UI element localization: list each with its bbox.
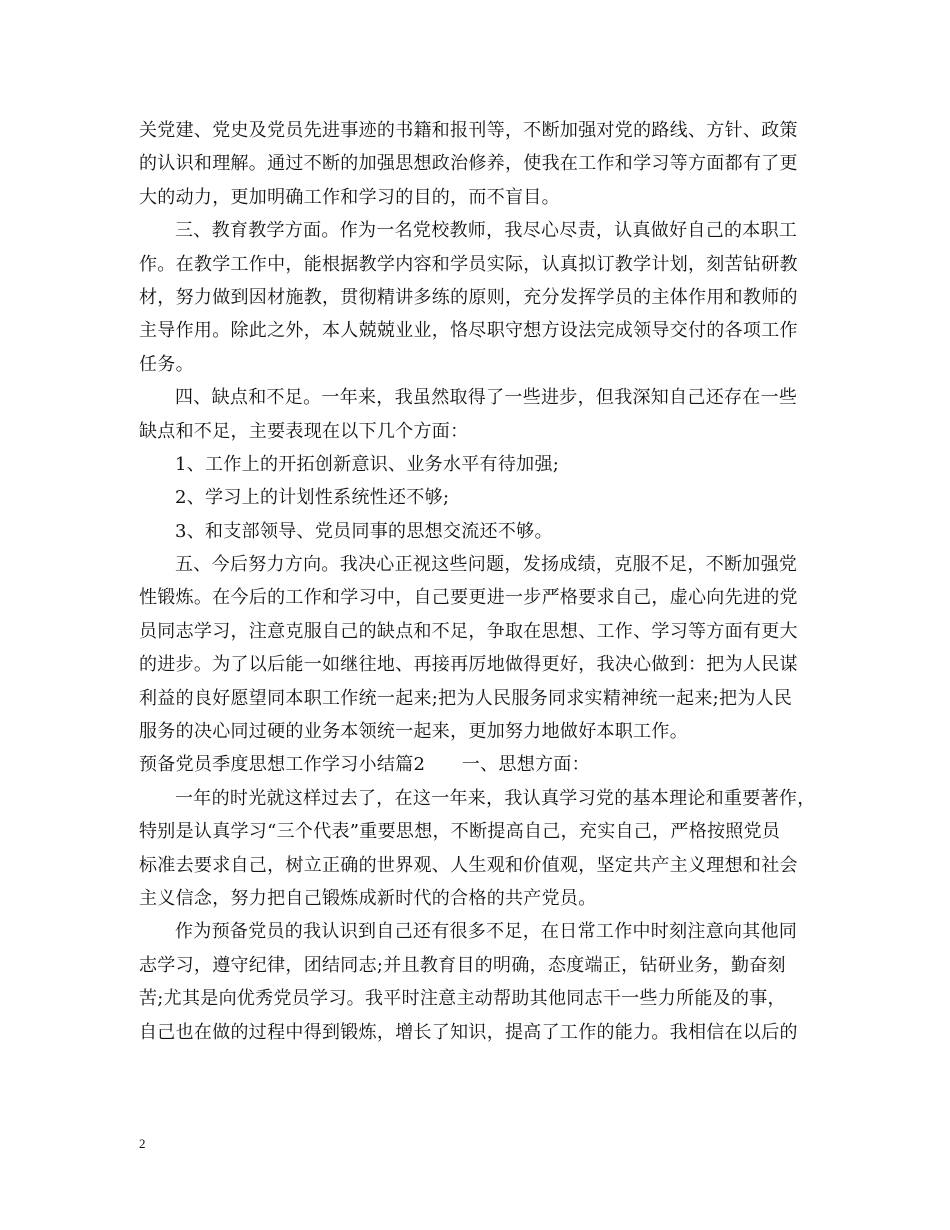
text-line: 五、今后努力方向。我决心正视这些问题，发扬成绩，克服不足，不断加强党	[175, 554, 798, 576]
text-line: 服务的决心同过硬的业务本领统一起来，更加努力地做好本职工作。	[139, 721, 688, 743]
text-line: 的进步。为了以后能一如继往地、再接再厉地做得更好，我决心做到：把为人民谋	[139, 654, 798, 676]
text-line: 关党建、党史及党员先进事迹的书籍和报刊等，不断加强对党的路线、方针、政策	[139, 120, 798, 141]
text-line: 志学习，遵守纪律，团结同志;并且教育目的明确，态度端正，钻研业务，勤奋刻	[139, 954, 786, 976]
page-number: 2	[139, 1136, 146, 1151]
text-line: 利益的良好愿望同本职工作统一起来;把为人民服务同求实精神统一起来;把为人民	[139, 687, 793, 709]
text-line: 材，努力做到因材施教，贯彻精讲多练的原则，充分发挥学员的主体作用和教师的	[139, 286, 798, 308]
text-line: 主导作用。除此之外，本人兢兢业业，恪尽职守想方设法完成领导交付的各项工作	[139, 320, 798, 342]
text-line: 标准去要求自己，树立正确的世界观、人生观和价值观，坚定共产主义理想和社会	[139, 854, 798, 876]
text-line: 作。在教学工作中，能根据教学内容和学员实际，认真拟订教学计划，刻苦钻研教	[139, 253, 798, 275]
document-body	[139, 114, 819, 1049]
text-line: 主义信念，努力把自己锻炼成新时代的合格的共产党员。	[139, 887, 597, 909]
text-line: 3、和支部领导、党员同事的思想交流还不够。	[175, 520, 553, 542]
text-line: 一年的时光就这样过去了，在这一年来，我认真学习党的基本理论和重要著作，	[175, 787, 816, 809]
text-line: 三、教育教学方面。作为一名党校教师，我尽心尽责，认真做好自己的本职工	[175, 220, 798, 242]
text-line: 缺点和不足，主要表现在以下几个方面：	[139, 420, 469, 442]
text-line: 自己也在做的过程中得到锻炼，增长了知识，提高了工作的能力。我相信在以后的	[139, 1021, 798, 1043]
text-line: 苦;尤其是向优秀党员学习。我平时注意主动帮助其他同志干一些力所能及的事，	[139, 988, 786, 1010]
text-line: 性锻炼。在今后的工作和学习中，自己要更进一步严格要求自己，虚心向先进的党	[139, 587, 798, 609]
text-line: 特别是认真学习“三个代表”重要思想，不断提高自己，充实自己，严格按照党员	[139, 821, 781, 843]
text-line: 员同志学习，注意克服自己的缺点和不足，争取在思想、工作、学习等方面有更大	[139, 620, 798, 642]
text-line: 任务。	[139, 353, 194, 375]
text-line: 的认识和理解。通过不断的加强思想政治修养，使我在工作和学习等方面都有了更	[139, 153, 798, 175]
text-line: 四、缺点和不足。一年来，我虽然取得了一些进步，但我深知自己还存在一些	[175, 387, 798, 409]
text-line: 预备党员季度思想工作学习小结篇2 一、思想方面：	[139, 754, 590, 776]
text-line: 2、学习上的计划性系统性还不够;	[175, 487, 450, 509]
text-line: 大的动力，更加明确工作和学习的目的，而不盲目。	[139, 186, 560, 208]
text-line: 1、工作上的开拓创新意识、业务水平有待加强;	[175, 453, 560, 475]
text-line: 作为预备党员的我认识到自己还有很多不足，在日常工作中时刻注意向其他同	[175, 921, 798, 943]
